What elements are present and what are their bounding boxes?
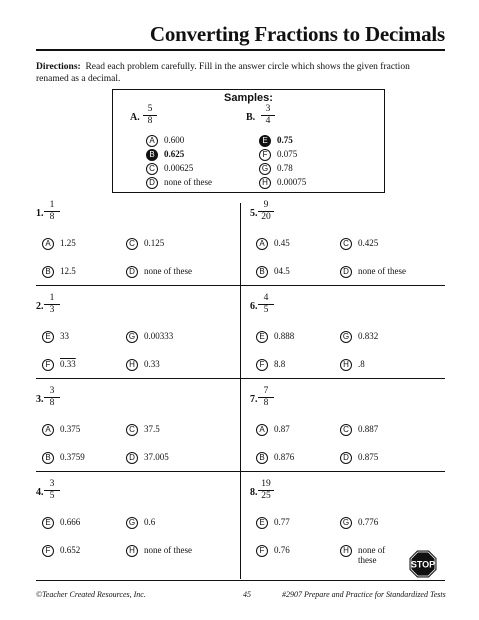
footer-book-title: #2907 Prepare and Practice for Standardized Tests bbox=[282, 590, 446, 599]
fraction-denominator: 8 bbox=[258, 397, 274, 409]
answer-circle[interactable]: H bbox=[126, 359, 138, 371]
answer-option-d[interactable] bbox=[126, 266, 192, 278]
sample-b-label: B. bbox=[246, 112, 256, 123]
stop-sign-icon bbox=[409, 550, 437, 578]
sample-a-option-b[interactable] bbox=[146, 149, 184, 161]
answer-option-f[interactable] bbox=[42, 545, 80, 557]
fraction-numerator: 3 bbox=[265, 104, 271, 114]
answer-circle[interactable]: E bbox=[42, 517, 54, 529]
answer-circle[interactable]: C bbox=[146, 163, 158, 175]
answer-circle[interactable]: F bbox=[259, 149, 271, 161]
directions-text: Read each problem carefully. Fill in the answer circle which shows the given fraction renamed as a decimal. bbox=[36, 62, 410, 84]
answer-option-h[interactable] bbox=[340, 359, 365, 371]
option-text: 0.666 bbox=[60, 517, 81, 528]
problem-fraction bbox=[258, 200, 274, 223]
answer-circle[interactable]: F bbox=[42, 545, 54, 557]
fraction-numerator: 1 bbox=[49, 293, 55, 303]
fraction-denominator: 4 bbox=[261, 115, 275, 127]
answer-circle[interactable]: E bbox=[256, 517, 268, 529]
option-text: 0.76 bbox=[274, 545, 290, 556]
answer-circle[interactable]: C bbox=[126, 238, 138, 250]
option-text: 0.652 bbox=[60, 545, 81, 556]
answer-circle[interactable]: G bbox=[259, 163, 271, 175]
answer-option-e[interactable] bbox=[42, 517, 80, 529]
answer-option-a[interactable] bbox=[256, 424, 290, 436]
answer-circle[interactable]: H bbox=[340, 545, 352, 557]
option-text: 0.375 bbox=[60, 424, 81, 435]
answer-option-c[interactable] bbox=[126, 238, 164, 250]
fraction-numerator: 3 bbox=[49, 479, 55, 489]
fraction-numerator: 1 bbox=[49, 200, 55, 210]
answer-circle[interactable]: A bbox=[256, 424, 268, 436]
samples-box bbox=[112, 89, 385, 193]
fraction-denominator: 8 bbox=[44, 211, 60, 223]
option-text: none of these bbox=[144, 545, 192, 556]
option-text: 0.875 bbox=[358, 452, 379, 463]
answer-circle[interactable]: H bbox=[340, 359, 352, 371]
footer-rule bbox=[36, 580, 445, 581]
option-text: none of these bbox=[164, 177, 212, 188]
option-text: .8 bbox=[358, 359, 365, 370]
sample-b-option-g[interactable] bbox=[259, 163, 293, 175]
option-text: 0.600 bbox=[164, 135, 185, 146]
fraction-denominator: 5 bbox=[258, 304, 274, 316]
answer-circle[interactable]: G bbox=[126, 517, 138, 529]
answer-circle[interactable]: A bbox=[42, 238, 54, 250]
answer-option-g[interactable] bbox=[340, 517, 378, 529]
option-text: 1.25 bbox=[60, 238, 76, 249]
answer-option-g[interactable] bbox=[126, 331, 173, 343]
sample-b-fraction bbox=[261, 104, 275, 127]
sample-b-option-e[interactable] bbox=[259, 135, 293, 147]
answer-option-a[interactable] bbox=[42, 424, 80, 436]
sample-a-fraction bbox=[143, 104, 157, 127]
option-text: 0.625 bbox=[164, 149, 185, 160]
option-text: 12.5 bbox=[60, 266, 76, 277]
answer-option-f[interactable] bbox=[42, 359, 76, 371]
answer-option-d[interactable] bbox=[340, 266, 406, 278]
sample-a-option-d[interactable] bbox=[146, 177, 212, 189]
problem-fraction bbox=[44, 200, 60, 223]
sample-a-label: A. bbox=[130, 112, 140, 123]
answer-option-e[interactable] bbox=[42, 331, 69, 343]
option-text: 0.77 bbox=[274, 517, 290, 528]
answer-circle[interactable]: F bbox=[42, 359, 54, 371]
samples-heading: Samples: bbox=[224, 92, 273, 104]
answer-option-f[interactable] bbox=[256, 359, 285, 371]
answer-circle[interactable]: G bbox=[126, 331, 138, 343]
option-text: 0.075 bbox=[277, 149, 298, 160]
sample-a-option-a[interactable] bbox=[146, 135, 184, 147]
problem-fraction bbox=[44, 293, 60, 316]
answer-option-d[interactable] bbox=[126, 452, 169, 464]
answer-circle-filled[interactable]: B bbox=[146, 149, 158, 161]
footer-copyright: ©Teacher Created Resources, Inc. bbox=[36, 590, 146, 599]
answer-circle[interactable]: A bbox=[42, 424, 54, 436]
answer-option-h[interactable] bbox=[126, 359, 160, 371]
option-text: 0.00075 bbox=[277, 177, 307, 188]
option-text: none of these bbox=[358, 545, 386, 565]
answer-option-c[interactable] bbox=[340, 238, 378, 250]
option-text: 33 bbox=[60, 331, 69, 342]
stop-sign-text: STOP bbox=[410, 559, 436, 570]
option-text: 0.00333 bbox=[144, 331, 174, 342]
answer-circle[interactable]: B bbox=[42, 266, 54, 278]
answer-circle[interactable]: H bbox=[126, 545, 138, 557]
option-text: 0.832 bbox=[358, 331, 379, 342]
answer-circle[interactable]: C bbox=[126, 424, 138, 436]
problem-label: 7. bbox=[250, 394, 258, 405]
answer-circle[interactable]: B bbox=[42, 452, 54, 464]
fraction-numerator: 7 bbox=[263, 386, 269, 396]
answer-option-f[interactable] bbox=[256, 545, 290, 557]
option-text: 0.45 bbox=[274, 238, 290, 249]
answer-option-c[interactable] bbox=[126, 424, 160, 436]
option-text: 37.5 bbox=[144, 424, 160, 435]
option-text: 0.6 bbox=[144, 517, 156, 528]
answer-option-h[interactable] bbox=[340, 545, 400, 565]
problem-fraction bbox=[258, 386, 274, 409]
answer-circle[interactable]: H bbox=[259, 177, 271, 189]
fraction-numerator: 3 bbox=[49, 386, 55, 396]
option-text: 0.33 bbox=[60, 359, 76, 370]
answer-option-a[interactable] bbox=[42, 238, 76, 250]
answer-option-g[interactable] bbox=[126, 517, 155, 529]
fraction-numerator: 19 bbox=[261, 479, 271, 489]
answer-circle[interactable]: E bbox=[256, 331, 268, 343]
answer-circle[interactable]: B bbox=[256, 452, 268, 464]
answer-circle[interactable]: D bbox=[126, 452, 138, 464]
divider-column bbox=[240, 203, 241, 579]
fraction-numerator: 9 bbox=[263, 200, 269, 210]
title-rule bbox=[36, 49, 445, 51]
problem-label: 2. bbox=[36, 301, 44, 312]
answer-circle[interactable]: A bbox=[146, 135, 158, 147]
problem-fraction bbox=[258, 479, 274, 502]
option-text: 37.005 bbox=[144, 452, 169, 463]
option-text: 0.00625 bbox=[164, 163, 194, 174]
problem-label: 5. bbox=[250, 208, 258, 219]
option-text: 0.125 bbox=[144, 238, 165, 249]
sample-a-option-c[interactable] bbox=[146, 163, 193, 175]
option-text: 0.887 bbox=[358, 424, 379, 435]
fraction-denominator: 25 bbox=[258, 490, 274, 502]
fraction-denominator: 5 bbox=[44, 490, 60, 502]
problem-fraction bbox=[258, 293, 274, 316]
problem-fraction bbox=[44, 479, 60, 502]
option-text: 0.75 bbox=[277, 135, 293, 146]
option-text: 0.78 bbox=[277, 163, 293, 174]
answer-option-b[interactable] bbox=[42, 452, 85, 464]
answer-option-g[interactable] bbox=[340, 331, 378, 343]
problem-fraction bbox=[44, 386, 60, 409]
answer-circle[interactable]: B bbox=[256, 266, 268, 278]
answer-option-a[interactable] bbox=[256, 238, 290, 250]
answer-circle[interactable]: F bbox=[256, 359, 268, 371]
option-text: 8.8 bbox=[274, 359, 286, 370]
fraction-numerator: 4 bbox=[263, 293, 269, 303]
answer-circle[interactable]: G bbox=[340, 517, 352, 529]
sample-b-option-h[interactable] bbox=[259, 177, 306, 189]
answer-option-b[interactable] bbox=[42, 266, 76, 278]
answer-circle[interactable]: D bbox=[146, 177, 158, 189]
problem-label: 4. bbox=[36, 487, 44, 498]
answer-circle-filled[interactable]: E bbox=[259, 135, 271, 147]
option-text: 0.425 bbox=[358, 238, 379, 249]
answer-option-d[interactable] bbox=[340, 452, 378, 464]
footer-page-number: 45 bbox=[243, 590, 251, 599]
page-title: Converting Fractions to Decimals bbox=[149, 22, 445, 46]
problem-label: 6. bbox=[250, 301, 258, 312]
answer-circle[interactable]: F bbox=[256, 545, 268, 557]
answer-option-h[interactable] bbox=[126, 545, 192, 557]
answer-option-e[interactable] bbox=[256, 517, 290, 529]
option-text: 0.776 bbox=[358, 517, 379, 528]
option-text: 04.5 bbox=[274, 266, 290, 277]
answer-option-b[interactable] bbox=[256, 452, 294, 464]
fraction-denominator: 8 bbox=[44, 397, 60, 409]
option-text: none of these bbox=[358, 266, 406, 277]
answer-circle[interactable]: D bbox=[340, 452, 352, 464]
option-text: 0.876 bbox=[274, 452, 295, 463]
fraction-denominator: 8 bbox=[143, 115, 157, 127]
answer-option-c[interactable] bbox=[340, 424, 378, 436]
option-text: 0.33 bbox=[144, 359, 160, 370]
option-text: 0.888 bbox=[274, 331, 295, 342]
fraction-numerator: 5 bbox=[147, 104, 153, 114]
option-text: 0.87 bbox=[274, 424, 290, 435]
answer-circle[interactable]: C bbox=[340, 238, 352, 250]
answer-option-b[interactable] bbox=[256, 266, 290, 278]
answer-circle[interactable]: C bbox=[340, 424, 352, 436]
problem-label: 8. bbox=[250, 487, 258, 498]
answer-option-e[interactable] bbox=[256, 331, 294, 343]
problem-label: 3. bbox=[36, 394, 44, 405]
fraction-denominator: 20 bbox=[258, 211, 274, 223]
answer-circle[interactable]: D bbox=[340, 266, 352, 278]
sample-b-option-f[interactable] bbox=[259, 149, 297, 161]
fraction-denominator: 3 bbox=[44, 304, 60, 316]
answer-circle[interactable]: E bbox=[42, 331, 54, 343]
directions-label: Directions: bbox=[36, 62, 81, 72]
option-text: none of these bbox=[144, 266, 192, 277]
answer-circle[interactable]: G bbox=[340, 331, 352, 343]
option-text: 0.3759 bbox=[60, 452, 85, 463]
answer-circle[interactable]: A bbox=[256, 238, 268, 250]
problem-label: 1. bbox=[36, 208, 44, 219]
directions bbox=[36, 62, 436, 85]
answer-circle[interactable]: D bbox=[126, 266, 138, 278]
